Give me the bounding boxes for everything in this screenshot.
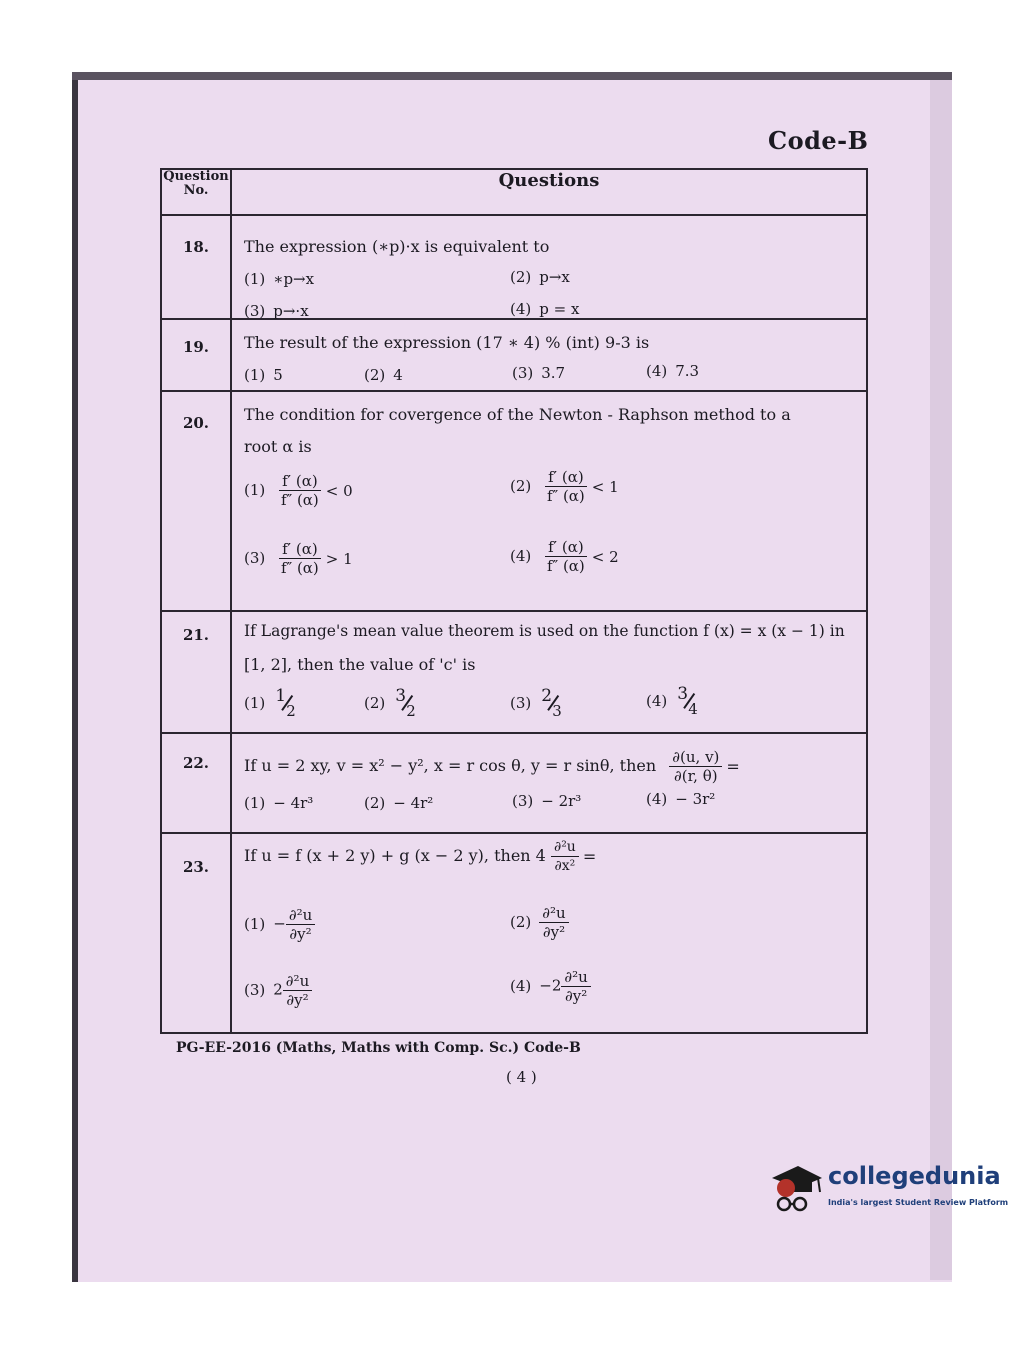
question-text: The expression (∗p)·x is equivalent to (244, 237, 550, 256)
option-2: (2) − 4r² (364, 794, 434, 812)
option-3: (3) 2 3 (510, 686, 562, 720)
option-3: (3) 2 $\frac{\text{∂²u}}{\text{∂y²}}$ (244, 972, 312, 1009)
question-body (231, 319, 867, 391)
option-1: (1) ∗p→x (244, 270, 315, 288)
question-text: If Lagrange's mean value theorem is used on the function f (x) = x (x − 1) in (244, 622, 845, 640)
option-1: (1) 1 2 (244, 686, 296, 720)
option-1: (1) − $\frac{\text{∂²u}}{\text{∂y²}}$ (244, 906, 315, 943)
footer-exam-code: PG-EE-2016 (Maths, Maths with Comp. Sc.) Code-B (176, 1040, 581, 1056)
option-3: (3) 3.7 (512, 364, 566, 382)
option-2: (2) $\frac{\text{∂²u}}{\text{∂y²}}$ (510, 904, 569, 941)
option-1: (1) 5 (244, 366, 283, 384)
question-body (231, 391, 867, 611)
header-question-no: Question No. (161, 169, 231, 215)
question-number: 18. (161, 215, 231, 319)
option-2: (2) $\frac{f' (\alpha)}{f'' (\alpha)}$ < 1 (510, 468, 619, 505)
question-row-22 (161, 733, 867, 833)
question-text-line2: root α is (244, 437, 312, 456)
question-text: If u = f (x + 2 y) + g (x − 2 y), then 4 $\frac{\text{∂²u}}{\text{∂x²}}$ = (244, 839, 597, 874)
option-4: (4) $\frac{f' (\alpha)}{f'' (\alpha)}$ < 2 (510, 538, 619, 575)
brand-tagline: India's largest Student Review Platform (828, 1198, 1009, 1207)
question-text: The result of the expression (17 ∗ 4) % (int) 9-3 is (244, 333, 650, 352)
question-row-21 (161, 611, 867, 733)
option-2: (2) 3 2 (364, 686, 416, 720)
scan-fold (930, 80, 952, 1280)
scan-edge-top (72, 72, 952, 80)
table-header (161, 169, 867, 215)
question-row-23 (161, 833, 867, 1033)
question-text: The condition for covergence of the Newton - Raphson method to a (244, 405, 791, 424)
question-number: 21. (161, 611, 231, 733)
question-body (231, 215, 867, 319)
question-text: If u = 2 xy, v = x² − y², x = r cos θ, y = r sinθ, then $\frac{\partial(u, v)}{\partial(r, \theta)}$ = (244, 748, 740, 785)
page-number: ( 4 ) (506, 1068, 537, 1086)
questions-table (160, 168, 868, 1034)
option-2: (2) 4 (364, 366, 403, 384)
question-text-line2: [1, 2], then the value of 'c' is (244, 655, 476, 674)
option-3: (3) p→·x (244, 302, 309, 320)
question-row-20 (161, 391, 867, 611)
option-4: (4) −2 $\frac{\text{∂²u}}{\text{∂y²}}$ (510, 968, 591, 1005)
option-4: (4) p = x (510, 300, 580, 318)
code-label: Code-B (768, 126, 869, 155)
header-questions: Questions (231, 169, 867, 215)
option-2: (2) p→x (510, 268, 570, 286)
question-row-19 (161, 319, 867, 391)
watermark-logo (768, 1160, 1009, 1220)
brand-name: collegedunia (828, 1162, 1001, 1190)
question-row-18 (161, 215, 867, 319)
question-body (231, 733, 867, 833)
question-number: 22. (161, 733, 231, 833)
question-body (231, 611, 867, 733)
question-number: 23. (161, 833, 231, 1033)
option-4: (4) 3 4 (646, 684, 698, 718)
question-number: 20. (161, 391, 231, 611)
option-1: (1) − 4r³ (244, 794, 314, 812)
option-4: (4) − 3r² (646, 790, 716, 808)
option-3: (3) $\frac{f' (\alpha)}{f'' (\alpha)}$ > 1 (244, 540, 353, 577)
graduate-mascot-icon (768, 1160, 824, 1220)
option-4: (4) 7.3 (646, 362, 700, 380)
scan-edge-left (72, 72, 78, 1282)
option-3: (3) − 2r³ (512, 792, 582, 810)
question-body (231, 833, 867, 1033)
option-1: (1) $\frac{f' (\alpha)}{f'' (\alpha)}$ < 0 (244, 472, 353, 509)
question-number: 19. (161, 319, 231, 391)
